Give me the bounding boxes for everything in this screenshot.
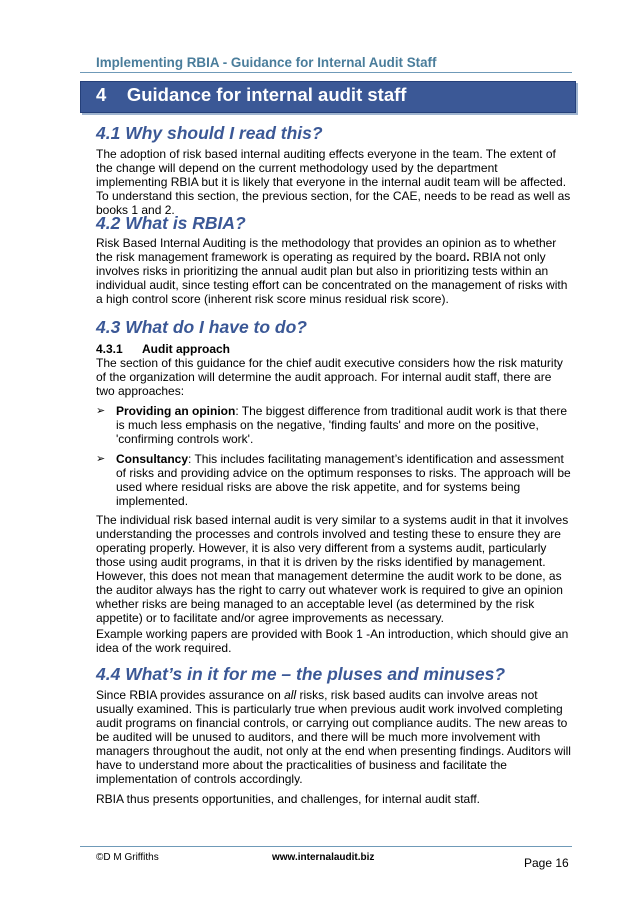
section-4-2-text-c: RBIA not only involves risks in prioritizing the annual audit plan but also in prioritizing tests within an individual audit, since testing effort can be concentrated on the management of risks with a high control score (inherent risk score minus residual risk score). <box>96 250 568 306</box>
section-4-4-closing-paragraph: RBIA thus presents opportunities, and challenges, for internal audit staff. <box>96 792 481 806</box>
footer-rule <box>80 846 572 847</box>
section-4-2-heading: 4.2 What is RBIA? <box>96 213 246 233</box>
bullet-body: : This includes facilitating management’s identification and assessment of risks and providing advice on the optimum responses to risks. The approach will be used where residual risks are above the risk appetite, and for systems being implemented. <box>116 452 571 508</box>
running-header: Implementing RBIA - Guidance for Internal Audit Staff <box>96 55 437 70</box>
page-number: Page 16 <box>524 856 569 870</box>
section-4-1-body <box>96 147 572 217</box>
section-4-3-intro <box>96 356 572 398</box>
arrow-bullet-icon: ➢ <box>96 453 106 465</box>
section-4-4-emphasis: all <box>284 688 297 702</box>
chapter-banner <box>80 81 576 113</box>
subsection-heading <box>96 342 230 356</box>
bullet-title: Consultancy <box>116 452 189 466</box>
header-rule <box>80 72 572 73</box>
section-4-4-text-a: Since RBIA provides assurance on <box>96 688 285 702</box>
section-4-4-body <box>96 688 572 786</box>
section-4-3-paragraph-1 <box>96 513 572 625</box>
footer-copyright: ©D M Griffiths <box>96 852 159 863</box>
section-4-3-heading: 4.3 What do I have to do? <box>96 317 307 337</box>
section-4-4-text-b: risks, risk based audits can involve areas not usually examined. This is particularly true when previous audit work involved completing audit programs on financial controls, or carrying out compliance audits. The new areas to be audited will be unused to auditors, and there will be much more involvement with managers throughout the audit, not only at the end when presenting findings. Auditors will have to understand more about the practicalities of business and facilitate the implementation of controls accordingly. <box>96 688 571 786</box>
section-4-2-paragraph <box>96 236 572 306</box>
bullet-title: Providing an opinion <box>116 404 236 418</box>
chapter-title: 4 Guidance for internal audit staff <box>96 84 407 105</box>
section-4-3-intro-paragraph: The section of this guidance for the chief audit executive considers how the risk maturity of the organization will determine the audit approach. For internal audit staff, there are two approaches: <box>96 356 563 398</box>
subsection-title: Audit approach <box>142 342 231 356</box>
section-4-4-closing <box>96 792 572 806</box>
section-4-2-text-a: Risk Based Internal Auditing is the methodology that provides an opinion as to whether the risk management framework is operating as required by the board <box>96 236 557 264</box>
section-4-3-paragraph: Example working papers are provided with Book 1 -An introduction, which should give an idea of the work required. <box>96 627 569 655</box>
bullet-text <box>116 404 572 446</box>
footer-website: www.internalaudit.biz <box>272 852 375 863</box>
section-4-4-heading: 4.4 What’s in it for me – the pluses and minuses? <box>96 664 506 684</box>
arrow-bullet-icon: ➢ <box>96 405 106 417</box>
section-4-2-text-b: . <box>466 250 470 264</box>
bullet-body: : The biggest difference from traditional audit work is that there is much less emphasis on the negative, 'finding faults' and more on the positive, 'confirming controls work'. <box>116 404 568 446</box>
bullet-text <box>116 452 572 508</box>
section-4-1-paragraph: The adoption of risk based internal auditing effects everyone in the team. The extent of the change will depend on the current methodology used by the department implementing RBIA but it is likely that everyone in the internal audit team will be affected. To understand this section, the previous section, for the CAE, needs to be read as well as books 1 and 2. <box>96 147 571 217</box>
section-4-1-heading: 4.1 Why should I read this? <box>96 123 323 143</box>
subsection-number: 4.3.1 <box>96 342 123 356</box>
section-4-2-body <box>96 236 572 306</box>
section-4-3-paragraph-2 <box>96 627 572 655</box>
section-4-3-paragraph: The individual risk based internal audit is very similar to a systems audit in that it involves understanding the processes and controls involved and testing these to ensure they are operating properly. However, it is also very different from a systems audit, particularly those using audit programs, in that it is driven by the risks identified by management. However, this does not mean that management determine the audit work to be done, as the auditor always has the right to carry out whatever work is required to give an opinion whether risks are being managed to an acceptable level (as determined by the risk appetite) or to facilitate and/or agree improvements as necessary. <box>96 513 569 625</box>
section-4-4-paragraph <box>96 688 572 786</box>
